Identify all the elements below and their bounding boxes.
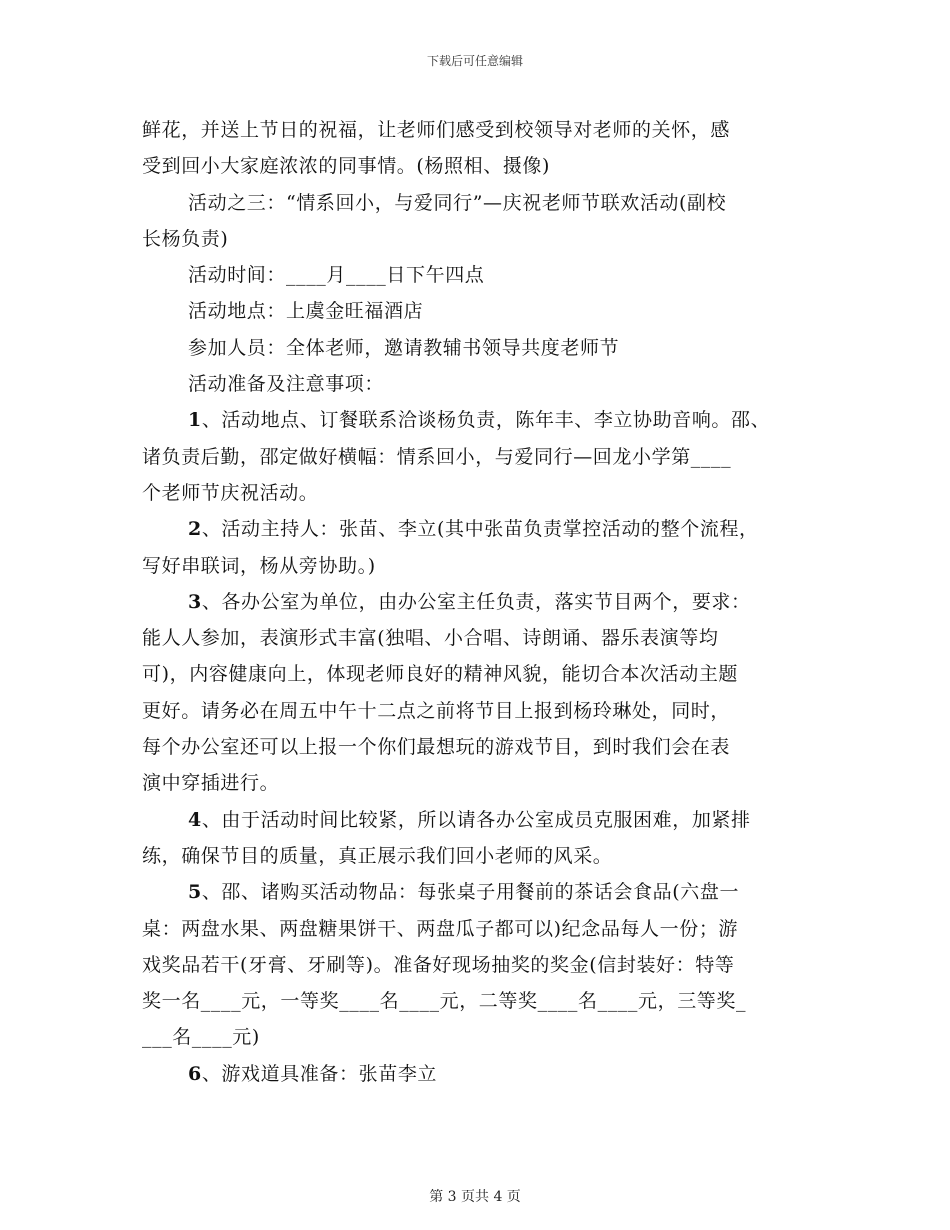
line-text: 戏奖品若干(牙膏、牙刷等)。准备好现场抽奖的奖金(信封装好：特等	[142, 953, 735, 976]
line-text: 活动准备及注意事项：	[188, 373, 385, 396]
text-line	[142, 1019, 832, 1055]
line-text: 鲜花，并送上节日的祝福，让老师们感受到校领导对老师的关怀，感	[142, 119, 731, 141]
line-text: 参加人员：全体老师，邀请教辅书领导共度老师节	[188, 336, 620, 359]
line-text: 写好串联词，杨从旁协助。)	[142, 554, 376, 577]
line-text: 个老师节庆祝活动。	[142, 481, 319, 504]
page-footer: 第 3 页共 4 页	[429, 1189, 521, 1205]
text-line	[142, 185, 832, 221]
line-text: 桌：两盘水果、两盘糖果饼干、两盘瓜子都可以)纪念品每人一份；游	[142, 917, 739, 940]
text-line	[142, 112, 832, 148]
item-number: 2	[188, 518, 202, 541]
text-line	[142, 221, 832, 257]
line-text: ___名____元)	[142, 1026, 260, 1049]
document-body	[142, 112, 832, 1092]
line-text: 活动时间：____月____日下午四点	[188, 264, 485, 287]
text-line	[142, 620, 832, 656]
text-line	[142, 257, 832, 293]
item-number: 1	[188, 409, 202, 432]
text-line	[142, 293, 832, 329]
line-text: 演中穿插进行。	[142, 772, 280, 795]
line-text: 活动之三：“情系回小，与爱同行”—庆祝老师节联欢活动(副校	[188, 191, 727, 214]
text-line	[142, 475, 832, 511]
text-line	[142, 983, 832, 1019]
line-text: 奖一名____元，一等奖____名____元，二等奖____名____元，三等奖_	[142, 990, 747, 1013]
line-text: 长杨负责)	[142, 227, 229, 250]
line-text: 、活动地点、订餐联系洽谈杨负责，陈年丰、李立协助音响。邵、	[201, 409, 771, 432]
item-number: 6	[188, 1062, 202, 1085]
line-text: 受到回小大家庭浓浓的同事情。(杨照相、摄像)	[142, 155, 551, 178]
text-line	[142, 947, 832, 983]
text-line	[142, 693, 832, 729]
item-number: 4	[188, 808, 202, 831]
text-line	[142, 330, 832, 366]
line-text: 、游戏道具准备：张苗李立	[201, 1062, 438, 1085]
line-text: 诸负责后勤，邵定做好横幅：情系回小，与爱同行—回龙小学第____	[142, 445, 732, 468]
line-text: 每个办公室还可以上报一个你们最想玩的游戏节目，到时我们会在表	[142, 736, 731, 759]
text-line	[142, 402, 832, 438]
text-line	[142, 729, 832, 765]
line-text: 活动地点：上虞金旺福酒店	[188, 300, 424, 323]
line-text: 更好。请务必在周五中午十二点之前将节目上报到杨玲琳处，同时，	[142, 699, 731, 722]
line-text: 可)，内容健康向上，体现老师良好的精神风貌，能切合本次活动主题	[142, 663, 739, 686]
text-line	[142, 802, 832, 838]
line-text: 、活动主持人：张苗、李立(其中张苗负责掌控活动的整个流程，	[201, 518, 759, 541]
line-text: 、各办公室为单位，由办公室主任负责，落实节目两个，要求：	[201, 590, 751, 613]
page-header: 下载后可任意编辑	[426, 54, 523, 68]
text-line	[142, 584, 832, 620]
text-line	[142, 874, 832, 910]
text-line	[142, 511, 832, 547]
line-text: 练，确保节目的质量，真正展示我们回小老师的风采。	[142, 844, 613, 867]
line-text: 、邵、诸购买活动物品：每张桌子用餐前的茶话会食品(六盘一	[201, 881, 740, 904]
text-line	[142, 838, 832, 874]
text-line	[142, 439, 832, 475]
line-text: 能人人参加，表演形式丰富(独唱、小合唱、诗朗诵、器乐表演等均	[142, 627, 719, 650]
text-line	[142, 548, 832, 584]
text-line	[142, 911, 832, 947]
item-number: 5	[188, 881, 202, 904]
text-line	[142, 765, 832, 801]
text-line	[142, 148, 832, 184]
text-line	[142, 1056, 832, 1092]
text-line	[142, 366, 832, 402]
item-number: 3	[188, 590, 202, 613]
line-text: 、由于活动时间比较紧，所以请各办公室成员克服困难，加紧排	[201, 808, 751, 831]
text-line	[142, 656, 832, 692]
